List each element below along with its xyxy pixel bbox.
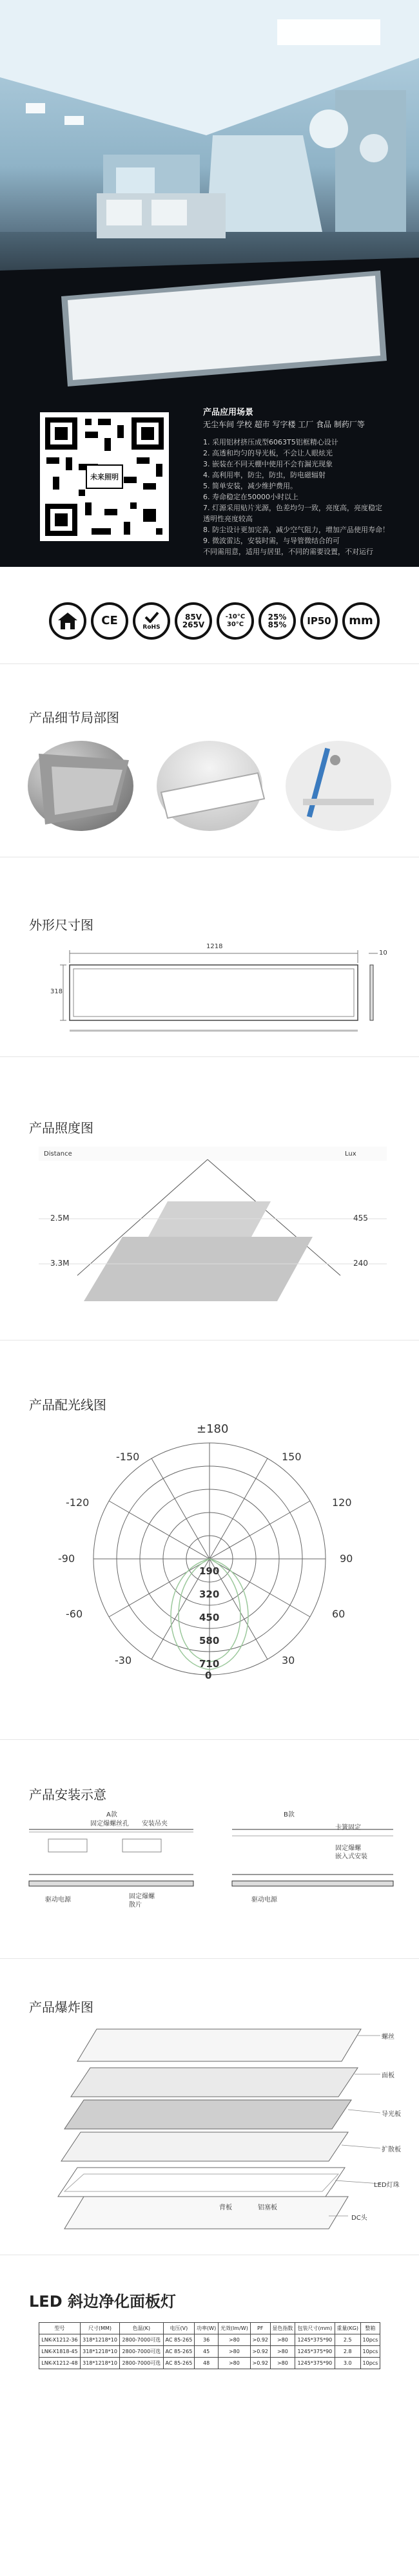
rohs-icon [133,602,170,640]
table-cell: 10pcs [360,2334,380,2346]
install-diagram [0,1804,419,1920]
table-cell: 45 [195,2346,219,2358]
detail-title: 产品细节局部图 [29,710,119,725]
dimension-text: mm [349,614,373,627]
voltage-text: 85V 265V [182,613,205,629]
height-label: 318 [50,988,63,995]
radial-label: 190 [199,1565,220,1577]
part-label: 背板 [219,2204,232,2211]
angle-label: ±180 [197,1422,229,1436]
humidity-text: 25% 85% [268,613,287,629]
dimensions-title: 外形尺寸图 [29,917,93,933]
distance-value: 3.3M [50,1259,70,1268]
install-b-label: B款 [284,1811,295,1818]
table-cell: 318*1218*10 [80,2346,119,2358]
distance-value: 2.5M [50,1214,70,1223]
table-cell: 10pcs [360,2358,380,2369]
temperature-icon [217,602,254,640]
table-header-row [39,2323,380,2334]
table-cell: AC 85-265 [163,2346,195,2358]
install-note: 卡簧固定 [335,1824,361,1831]
polar-title: 产品配光线图 [29,1397,106,1413]
length-label: 1218 [206,943,223,950]
feature-item: 5. 简单安装，减少维护费用。 [203,482,297,490]
angle-label: 150 [282,1451,302,1463]
feature-item: 3. 嵌装在不同天棚中使用不会有漏光现象 [203,460,333,468]
radial-label: 710 [199,1658,220,1670]
radial-label: 320 [199,1589,220,1600]
ce-mark-icon [91,602,128,640]
table-cell: >80 [270,2358,295,2369]
table-cell: 48 [195,2358,219,2369]
column-header: 光效(lm/W) [218,2323,250,2334]
column-header: 包装尺寸(mm) [295,2323,335,2334]
ip-rating-icon [300,602,338,640]
qr-code[interactable] [40,412,169,541]
application-title: 产品应用场景 [203,408,254,417]
radial-label: 450 [199,1612,220,1623]
table-cell: >0.92 [250,2334,270,2346]
table-cell: >80 [218,2334,250,2346]
table-cell: 2.8 [335,2346,360,2358]
part-label: 导光板 [382,2111,401,2118]
part-label: 螺丝 [382,2034,395,2041]
install-title: 产品安装示意 [29,1787,106,1802]
table-cell: >80 [218,2358,250,2369]
rohs-text: RoHS [142,624,161,631]
table-row [39,2346,380,2358]
table-cell: 36 [195,2334,219,2346]
ce-mark-text: CE [101,614,118,627]
install-note: 散片 [129,1902,142,1909]
table-cell: 1245*375*90 [295,2346,335,2358]
humidity-icon [258,602,296,640]
feature-item: 2. 高透和均匀的导光板，不会让人眼炫光 [203,449,333,457]
light-cone-illustration [0,1147,419,1308]
exploded-view-svg [0,2023,419,2235]
feature-item: 4. 高利用率，防尘，防虫，防电磁辐射 [203,471,326,479]
table-cell: >80 [218,2346,250,2358]
table-cell: 318*1218*10 [80,2358,119,2369]
table-cell: >80 [270,2346,295,2358]
column-header: 显色指数 [270,2323,295,2334]
spec-table [39,2322,380,2369]
divider [0,1958,419,1959]
part-label: 扩散板 [382,2146,401,2153]
part-label: LED灯珠 [374,2182,400,2189]
application-info [203,407,409,557]
voltage-icon [175,602,212,640]
divider [0,663,419,664]
table-cell: >80 [270,2334,295,2346]
table-row [39,2358,380,2369]
table-cell: 2800-7000可选 [120,2358,163,2369]
install-note: 固定爆螺丝孔 [90,1820,129,1827]
column-header: 整箱 [360,2323,380,2334]
table-cell: LNK-X1212-36 [39,2334,81,2346]
hero-banner [0,0,419,567]
feature-item: 1. 采用铝材挤压成型6063T5铝框精心设计 [203,438,338,446]
table-cell: LNK-X1212-48 [39,2358,81,2369]
angle-label: 0 [205,1670,212,1681]
feature-item: 透明性亮度较高 [203,515,253,523]
dimension-icon [342,602,380,640]
feature-item: 不同需用意，适用与居里，不同的需要设置，不对运行 [203,548,373,556]
column-header: 色温(K) [120,2323,163,2334]
lux-value: 455 [353,1214,368,1223]
detail-images [0,734,419,831]
angle-label: 120 [332,1496,352,1509]
divider [0,1056,419,1057]
spec-title: LED 斜边净化面板灯 [29,2293,176,2311]
install-note: 固定爆螺 [129,1893,155,1900]
detail-closeups [0,734,419,831]
install-note: 驱动电源 [45,1896,71,1903]
column-header: PF [250,2323,270,2334]
dimension-drawing [0,934,419,1037]
table-cell: 2800-7000可选 [120,2334,163,2346]
angle-label: 90 [340,1552,353,1565]
feature-list [203,437,409,557]
install-note: 固定爆螺 [335,1845,361,1852]
divider [0,1739,419,1740]
column-header: 重量(KG) [335,2323,360,2334]
table-cell: 1245*375*90 [295,2358,335,2369]
table-cell: AC 85-265 [163,2358,195,2369]
lux-header: Lux [345,1150,356,1158]
temperature-text: -10°C 30°C [225,613,246,628]
table-cell: 1245*375*90 [295,2334,335,2346]
table-cell: 2.5 [335,2334,360,2346]
angle-label: -120 [66,1496,90,1509]
part-label: 铝塞板 [258,2204,277,2211]
application-scenes: 无尘车间 学校 超市 写字楼 工厂 食品 制药厂等 [203,420,365,429]
install-note: 安装吊夹 [142,1820,168,1827]
angle-label: -30 [115,1654,132,1666]
table-cell: 3.0 [335,2358,360,2369]
column-header: 电压(V) [163,2323,195,2334]
polar-diagram [0,1417,419,1694]
column-header: 尺寸(MM) [80,2323,119,2334]
illuminance-diagram [0,1147,419,1308]
angle-label: -90 [58,1552,75,1565]
part-label: DC头 [351,2215,367,2222]
certification-row [0,583,419,660]
exploded-title: 产品爆炸图 [29,1999,93,2015]
illuminance-title: 产品照度图 [29,1120,93,1136]
feature-item: 7. 灯源采用贴片光源，色差均匀一致，亮度高，亮度稳定 [203,504,382,512]
feature-item: 6. 寿命稳定在50000小时以上 [203,493,298,501]
thickness-label: 10 [379,949,387,957]
table-cell: LNK-X1818-45 [39,2346,81,2358]
distance-header: Distance [44,1150,72,1158]
part-label: 面板 [382,2072,395,2079]
column-header: 功率(W) [195,2323,219,2334]
angle-label: 30 [282,1654,295,1666]
qr-label: 未来照明 [90,473,119,481]
install-note: 驱动电源 [251,1896,277,1903]
feature-item: 8. 防尘设计更加完善，减少空气阻力，增加产品使用寿命！ [203,526,389,534]
ip-rating-text: IP50 [307,615,331,627]
table-cell: AC 85-265 [163,2334,195,2346]
install-a-label: A款 [106,1811,117,1818]
angle-label: -60 [66,1608,83,1620]
install-note: 嵌入式安装 [335,1853,367,1860]
table-cell: >0.92 [250,2346,270,2358]
exploded-diagram [0,2023,419,2235]
table-cell: 318*1218*10 [80,2334,119,2346]
angle-label: 60 [332,1608,346,1620]
table-cell: 2800-7000可选 [120,2346,163,2358]
column-header: 型号 [39,2323,81,2334]
feature-item: 9. 微波雷达，安装时需，与导管微结合的可 [203,537,340,545]
angle-label: -150 [116,1451,140,1463]
radial-label: 580 [199,1635,220,1646]
table-cell: >0.92 [250,2358,270,2369]
table-cell: 10pcs [360,2346,380,2358]
table-row [39,2334,380,2346]
house-icon [49,602,86,640]
lux-value: 240 [353,1259,368,1268]
